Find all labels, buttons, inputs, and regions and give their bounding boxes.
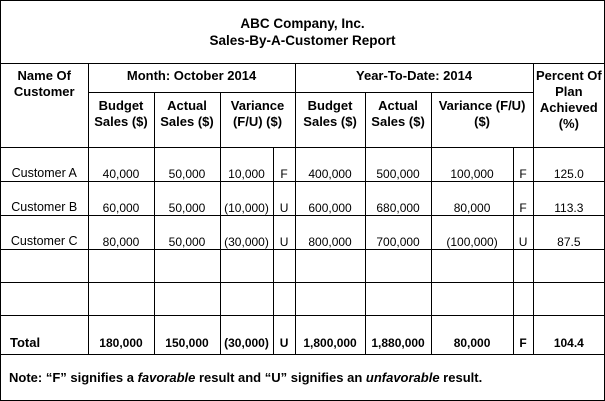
sales-table [1, 63, 604, 355]
total-percent: 104.4 [533, 316, 604, 355]
month-actual: 50,000 [154, 182, 220, 216]
month-fu: U [273, 182, 295, 216]
ytd-budget: 800,000 [295, 216, 365, 250]
ytd-actual: 500,000 [365, 148, 431, 182]
customer-name: Customer A [1, 148, 88, 182]
total-label: Total [1, 316, 88, 355]
ytd-actual: 700,000 [365, 216, 431, 250]
month-budget: 60,000 [88, 182, 154, 216]
total-month-actual: 150,000 [154, 316, 220, 355]
percent-achieved: 113.3 [533, 182, 604, 216]
ytd-fu: F [513, 182, 533, 216]
ytd-budget: 600,000 [295, 182, 365, 216]
header-ytd-budget: Budget Sales ($) [295, 93, 365, 148]
total-month-fu: U [273, 316, 295, 355]
report-title [1, 15, 604, 49]
header-month: Month: October 2014 [88, 64, 295, 93]
month-budget: 80,000 [88, 216, 154, 250]
customer-name: Customer C [1, 216, 88, 250]
header-name: Name Of Customer [1, 64, 88, 148]
total-ytd-variance: 80,000 [431, 316, 513, 355]
total-row [1, 316, 604, 355]
note-suffix: result. [439, 370, 483, 385]
note-unfavorable: unfavorable [365, 370, 440, 385]
header-row-2 [1, 93, 604, 148]
header-row-1 [1, 64, 604, 93]
month-actual: 50,000 [154, 148, 220, 182]
total-ytd-actual: 1,880,000 [365, 316, 431, 355]
month-variance: 10,000 [220, 148, 273, 182]
percent-achieved: 125.0 [533, 148, 604, 182]
month-fu: F [273, 148, 295, 182]
ytd-actual: 680,000 [365, 182, 431, 216]
customer-name: Customer B [1, 182, 88, 216]
empty-row [1, 250, 604, 283]
month-fu: U [273, 216, 295, 250]
table-row [1, 216, 604, 250]
ytd-fu: U [513, 216, 533, 250]
ytd-variance: 80,000 [431, 182, 513, 216]
table-row [1, 148, 604, 182]
empty-row [1, 283, 604, 316]
total-month-variance: (30,000) [220, 316, 273, 355]
month-variance: (10,000) [220, 182, 273, 216]
ytd-fu: F [513, 148, 533, 182]
table-row [1, 182, 604, 216]
note-favorable: favorable [137, 370, 196, 385]
header-month-variance: Variance (F/U) ($) [220, 93, 295, 148]
total-ytd-fu: F [513, 316, 533, 355]
total-ytd-budget: 1,800,000 [295, 316, 365, 355]
month-budget: 40,000 [88, 148, 154, 182]
header-ytd: Year-To-Date: 2014 [295, 64, 533, 93]
header-ytd-actual: Actual Sales ($) [365, 93, 431, 148]
month-variance: (30,000) [220, 216, 273, 250]
header-month-budget: Budget Sales ($) [88, 93, 154, 148]
note-middle: result and “U” signifies an [195, 370, 366, 385]
month-actual: 50,000 [154, 216, 220, 250]
ytd-variance: 100,000 [431, 148, 513, 182]
company-name: ABC Company, Inc. [240, 16, 365, 31]
footnote [1, 354, 604, 401]
header-month-actual: Actual Sales ($) [154, 93, 220, 148]
ytd-budget: 400,000 [295, 148, 365, 182]
report-name: Sales-By-A-Customer Report [209, 33, 396, 48]
total-month-budget: 180,000 [88, 316, 154, 355]
percent-achieved: 87.5 [533, 216, 604, 250]
note-prefix: Note: “F” signifies a [9, 370, 138, 385]
ytd-variance: (100,000) [431, 216, 513, 250]
header-percent: Percent Of Plan Achieved (%) [533, 64, 604, 148]
header-ytd-variance: Variance (F/U) ($) [431, 93, 533, 148]
